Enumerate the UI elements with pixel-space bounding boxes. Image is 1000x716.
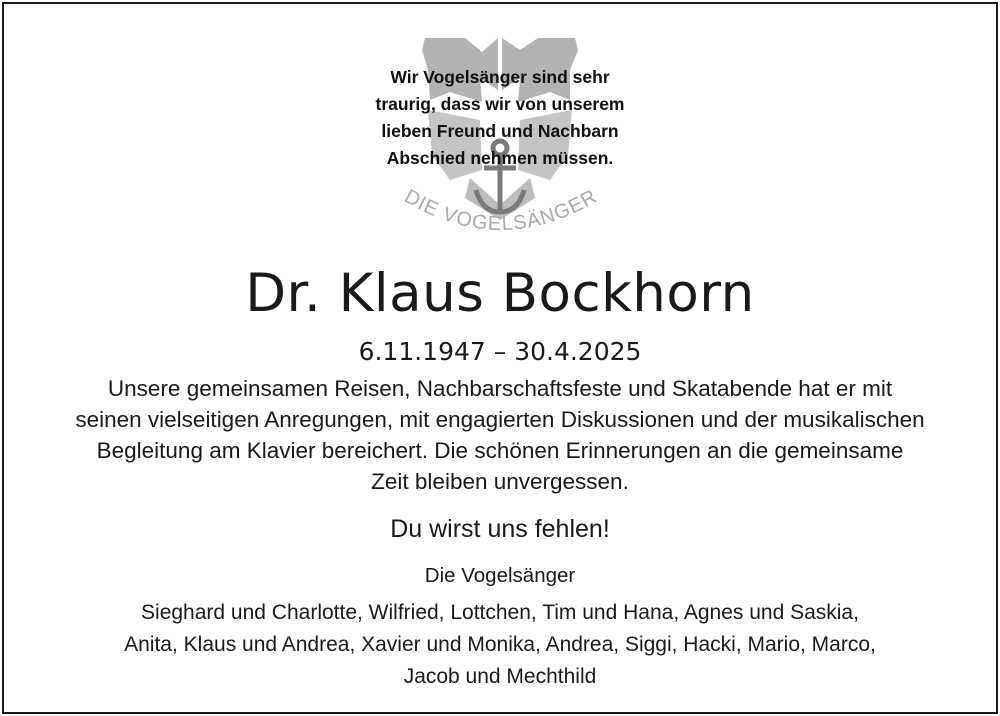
- intro-line: Wir Vogelsänger sind sehr: [390, 67, 610, 87]
- tribute-line: Begleitung am Klavier bereichert. Die schönen Erinnerungen an die gemeinsame: [96, 438, 904, 463]
- signature-line: Sieghard und Charlotte, Wilfried, Lottchen, Tim und Hana, Agnes und Saskia,: [141, 601, 859, 624]
- intro-line: traurig, dass wir von unserem: [375, 94, 625, 114]
- signature-line: Anita, Klaus und Andrea, Xavier und Monika, Andrea, Siggi, Hacki, Mario, Marco,: [124, 633, 876, 656]
- tribute-line: Unsere gemeinsamen Reisen, Nachbarschaftsfeste und Skatabende hat er mit: [107, 376, 893, 401]
- deceased-name: Dr. Klaus Bockhorn: [245, 263, 755, 324]
- intro-line: Abschied nehmen müssen.: [386, 148, 614, 168]
- svg-text:DIE VOGELSÄNGER: DIE VOGELSÄNGER: [400, 185, 602, 236]
- tribute-text: [0, 373, 1000, 497]
- signature-names: [0, 597, 1000, 693]
- intro-line: lieben Freund und Nachbarn: [381, 121, 619, 141]
- tribute-line: Zeit bleiben unvergessen.: [371, 469, 629, 494]
- life-dates: 6.11.1947 – 30.4.2025: [358, 337, 642, 366]
- tribute-line: seinen vielseitigen Anregungen, mit engagierten Diskussionen und der musikalischen: [75, 407, 925, 432]
- farewell-line: Du wirst uns fehlen!: [390, 515, 610, 543]
- signature-group: Die Vogelsänger: [424, 564, 576, 587]
- intro-message: [300, 64, 700, 172]
- signature-line: Jacob und Mechthild: [403, 665, 597, 688]
